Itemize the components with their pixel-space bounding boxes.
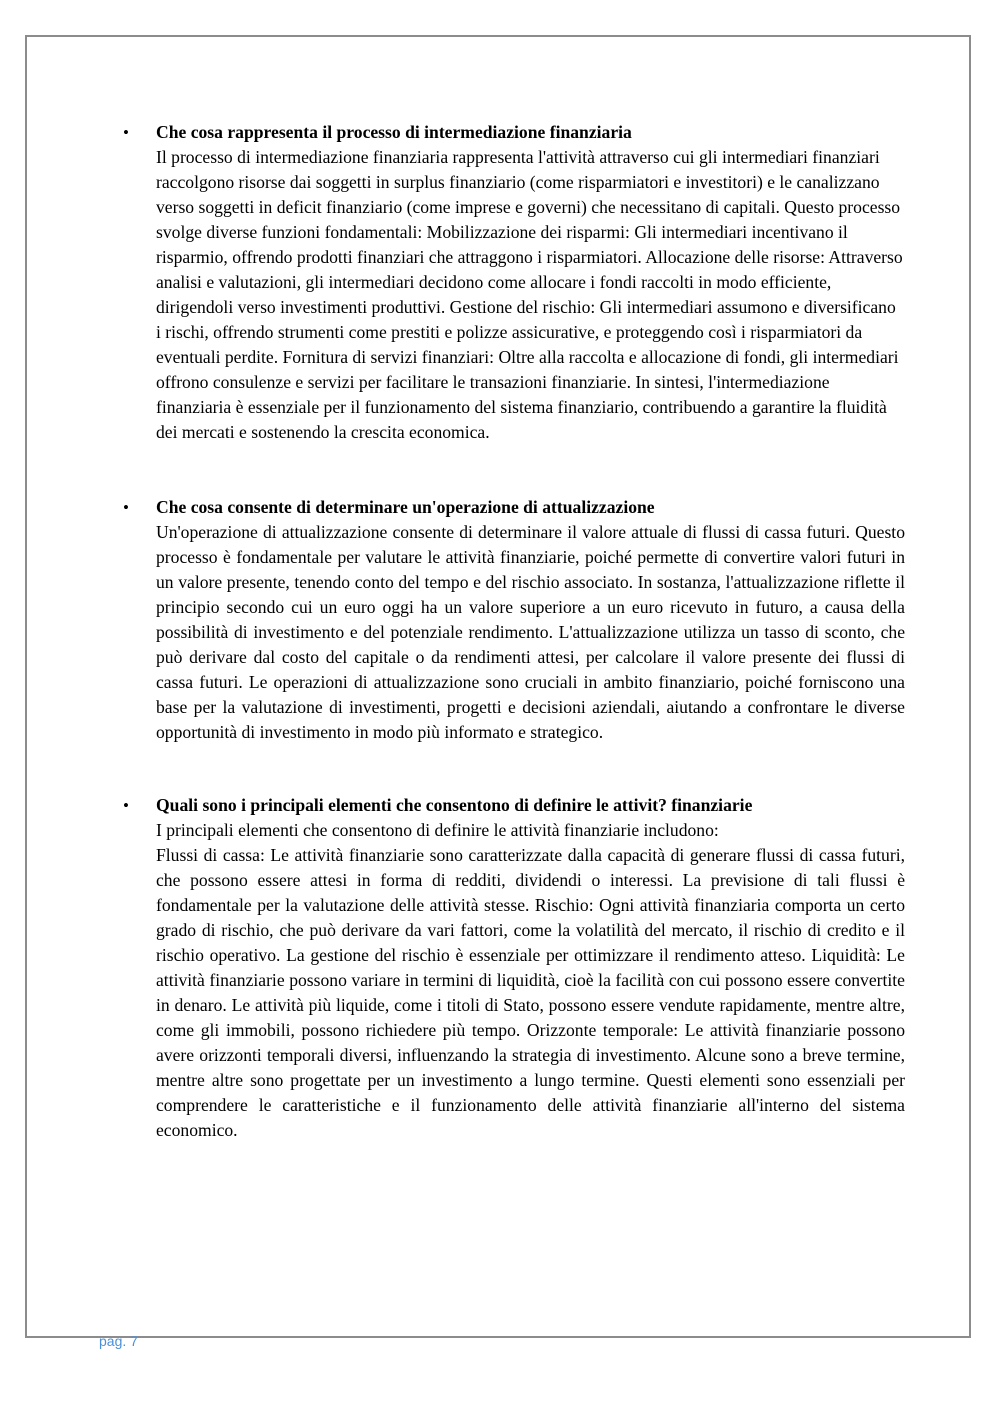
- qa-section-attualizzazione: [123, 495, 905, 745]
- qa-section-intermediazione: [123, 120, 905, 445]
- bullet-icon: •: [123, 796, 129, 815]
- question-heading: Che cosa rappresenta il processo di intermediazione finanziaria: [156, 122, 632, 142]
- answer-intro: I principali elementi che consentono di definire le attività finanziarie includono:: [156, 820, 719, 840]
- question-heading: Quali sono i principali elementi che consentono di definire le attivit? finanziarie: [156, 795, 753, 815]
- qa-section-attivita-finanziarie: [123, 793, 905, 1143]
- bullet-icon: •: [123, 123, 129, 142]
- answer-paragraph: Flussi di cassa: Le attività finanziarie sono caratterizzate dalla capacità di generare flussi di cassa futuri, che possono essere attesi in forma di redditi, dividendi o interessi. La previsione di tali flussi è fondamentale per la valutazione delle attività stesse. Rischio: Ogni attività finanziaria comporta un certo grado di rischio, che può derivare da vari fattori, come la volatilità del mercato, il rischio di credito e il rischio operativo. La gestione del rischio è essenziale per ottimizzare il rendimento atteso. Liquidità: Le attività finanziarie possono variare in termini di liquidità, cioè la facilità con cui possono essere convertite in denaro. Le attività più liquide, come i titoli di Stato, possono essere vendute rapidamente, mentre altre, come gli immobili, possono richiedere più tempo. Orizzonte temporale: Le attività finanziarie possono avere orizzonti temporali diversi, influenzando la strategia di investimento. Alcune sono a breve termine, mentre altre sono progettate per un investimento a lungo termine. Questi elementi sono essenziali per comprendere le caratteristiche e il funzionamento delle attività finanziarie all'interno del sistema economico.: [156, 845, 905, 1140]
- question-heading: Che cosa consente di determinare un'operazione di attualizzazione: [156, 497, 655, 517]
- page-number: pag. 7: [99, 1333, 138, 1349]
- bullet-icon: •: [123, 498, 129, 517]
- answer-paragraph: Un'operazione di attualizzazione consente di determinare il valore attuale di flussi di cassa futuri. Questo processo è fondamentale per valutare le attività finanziarie, poiché permette di convertire valori futuri in un valore presente, tenendo conto del tempo e del rischio associato. In sostanza, l'attualizzazione riflette il principio secondo cui un euro oggi ha un valore superiore a un euro ricevuto in futuro, a causa della possibilità di investimento e del potenziale rendimento. L'attualizzazione utilizza un tasso di sconto, che può derivare dal costo del capitale o da rendimenti attesi, per calcolare il valore presente dei flussi di cassa futuri. Le operazioni di attualizzazione sono cruciali in ambito finanziario, poiché forniscono una base per la valutazione di investimenti, progetti e decisioni aziendali, aiutando a confrontare le diverse opportunità di investimento in modo più informato e strategico.: [156, 522, 905, 742]
- document-body: [123, 120, 905, 1143]
- answer-paragraph: Il processo di intermediazione finanziaria rappresenta l'attività attraverso cui gli intermediari finanziari raccolgono risorse dai soggetti in surplus finanziario (come risparmiatori e investitori) e le canalizzano verso soggetti in deficit finanziario (come imprese e governi) che necessitano di capitali. Questo processo svolge diverse funzioni fondamentali: Mobilizzazione dei risparmi: Gli intermediari incentivano il risparmio, offrendo prodotti finanziari che attraggono i risparmiatori. Allocazione delle risorse: Attraverso analisi e valutazioni, gli intermediari decidono come allocare i fondi raccolti in modo efficiente, dirigendoli verso investimenti produttivi. Gestione del rischio: Gli intermediari assumono e diversificano i rischi, offrendo strumenti come prestiti e polizze assicurative, e proteggendo così i risparmiatori da eventuali perdite. Fornitura di servizi finanziari: Oltre alla raccolta e allocazione di fondi, gli intermediari offrono consulenze e servizi per facilitare le transazioni finanziarie. In sintesi, l'intermediazione finanziaria è essenziale per il funzionamento del sistema finanziario, contribuendo a garantire la fluidità dei mercati e sostenendo la crescita economica.: [156, 147, 903, 442]
